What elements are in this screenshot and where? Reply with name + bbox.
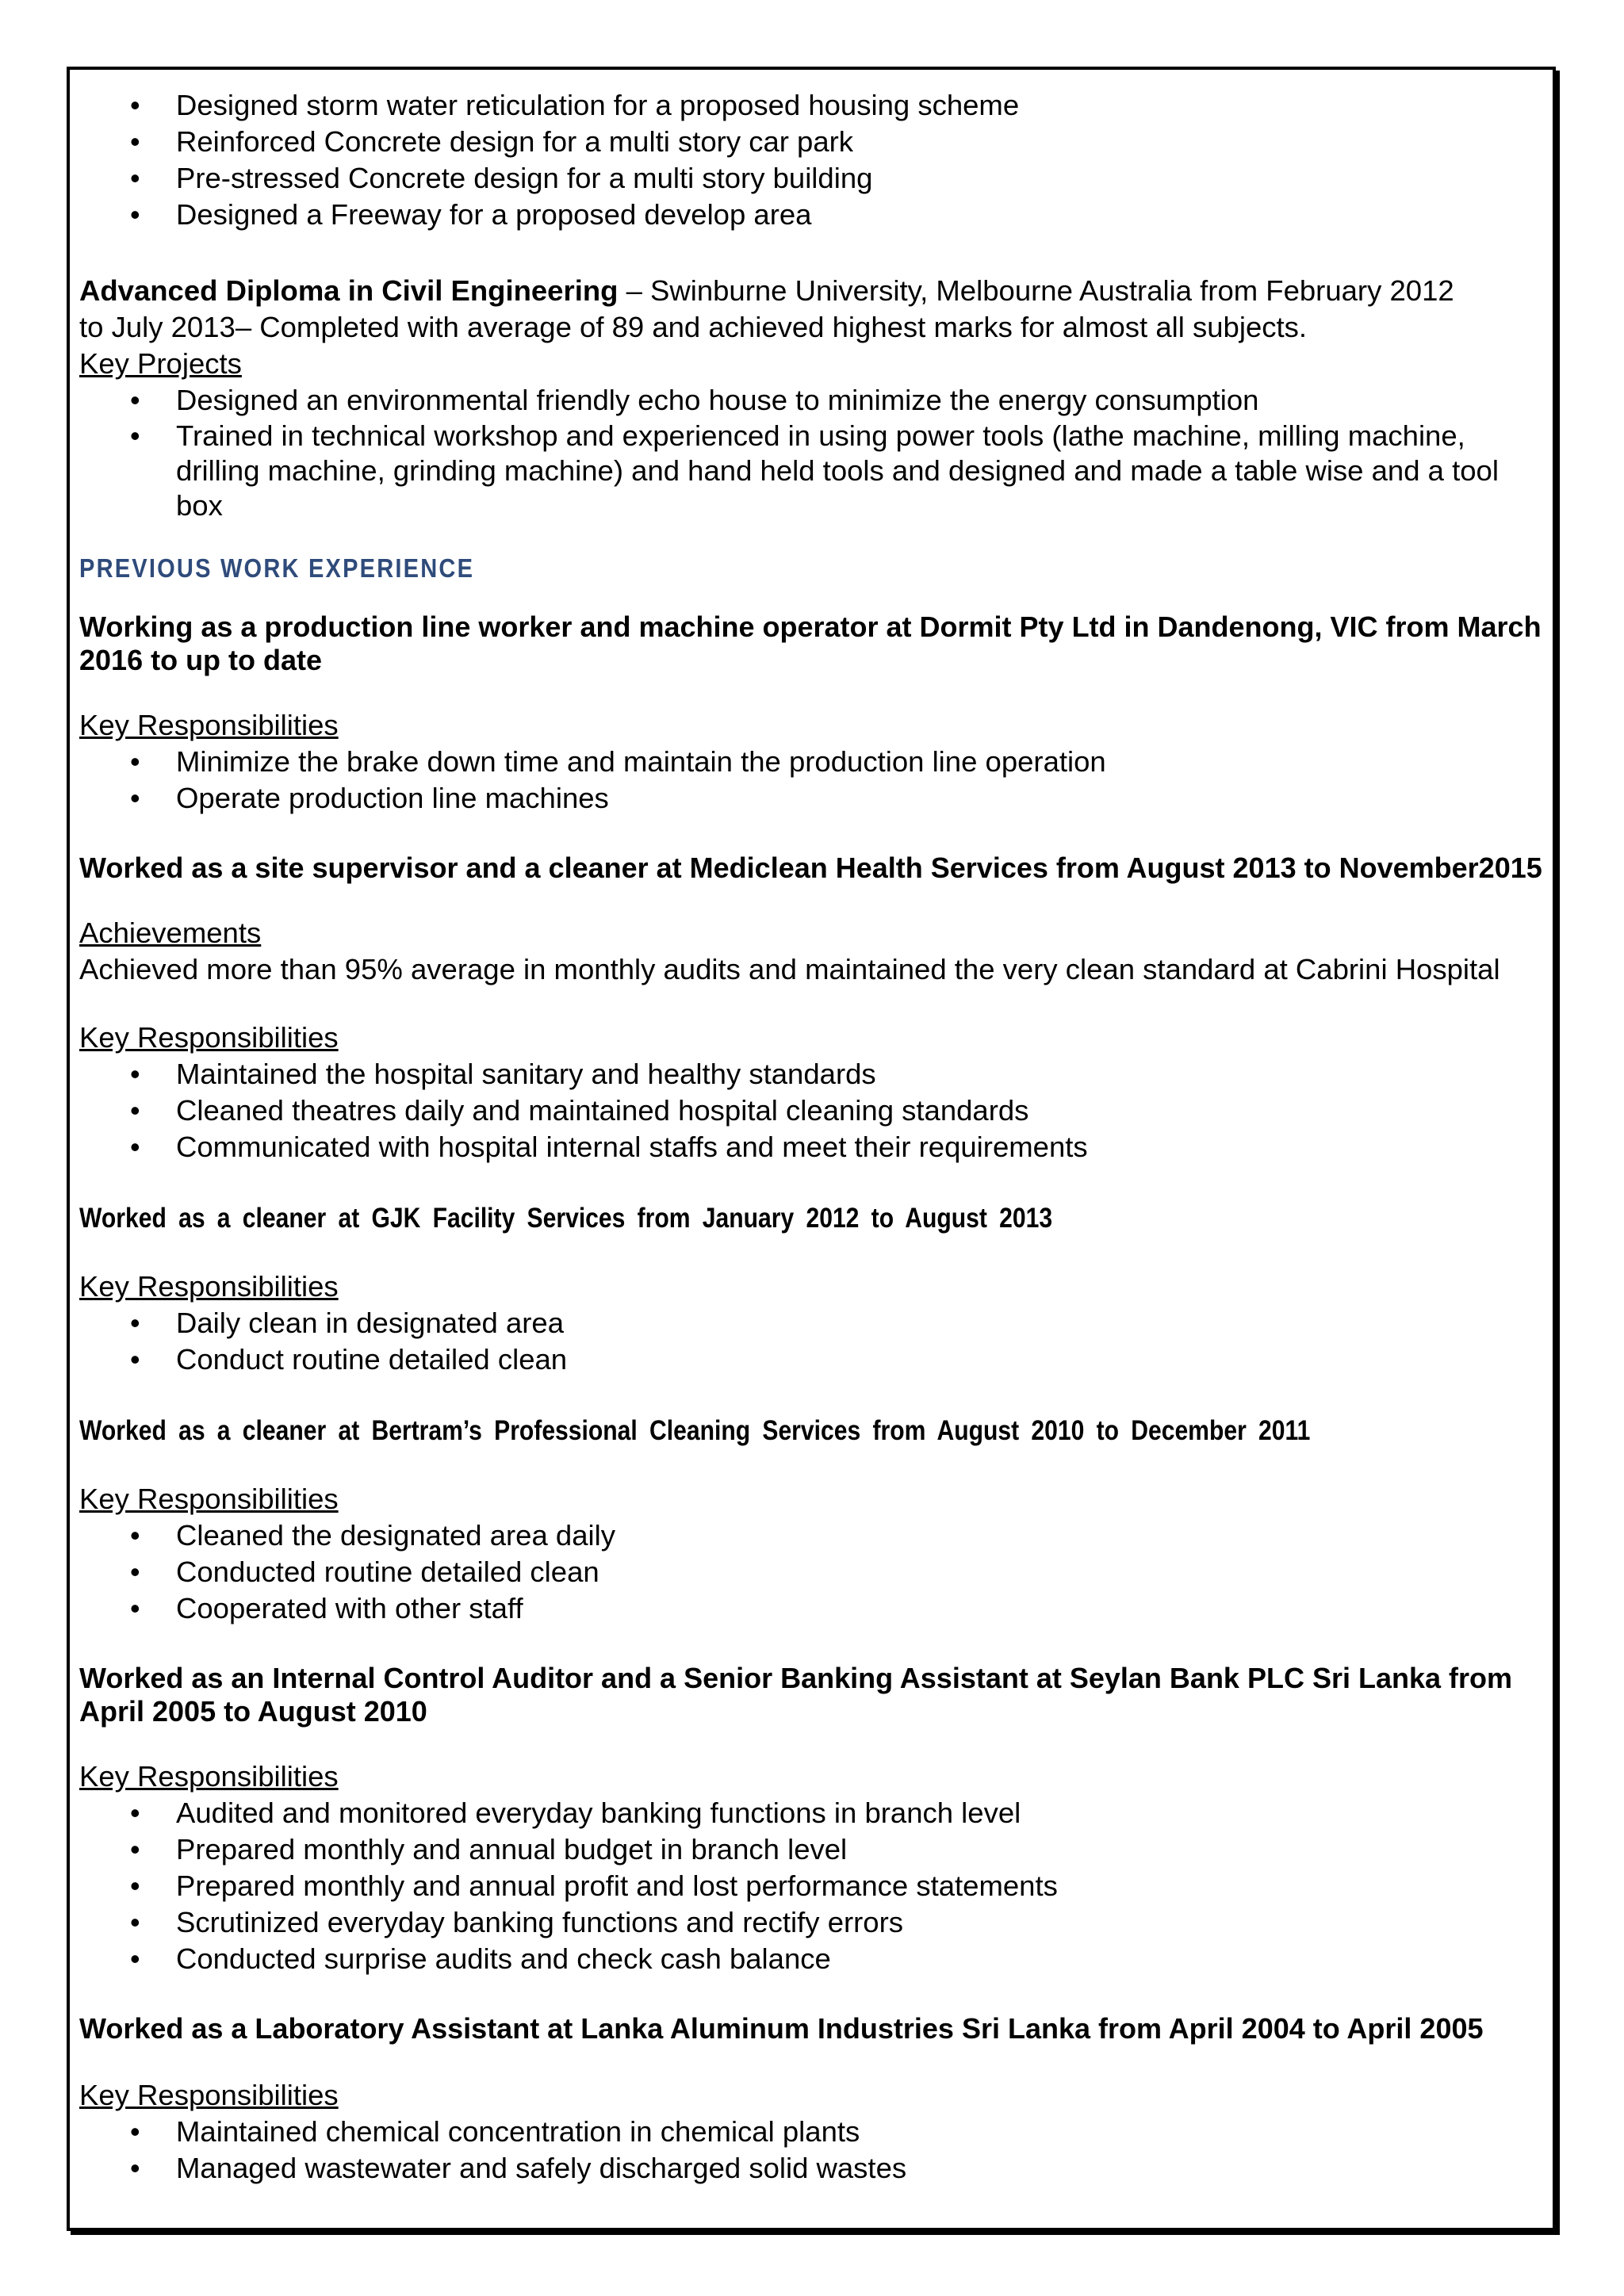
diploma-institution: – Swinburne University, Melbourne Australia from February 2012 <box>618 274 1454 307</box>
diploma-title: Advanced Diploma in Civil Engineering <box>79 274 619 307</box>
key-responsibilities-label: Key Responsibilities <box>79 1483 339 1515</box>
key-responsibilities-label: Key Responsibilities <box>79 1270 339 1303</box>
key-responsibilities-label: Key Responsibilities <box>79 709 339 741</box>
list-item: • Conduct routine detailed clean <box>79 1341 1549 1378</box>
responsibility-list <box>79 2114 1549 2187</box>
project-list <box>79 87 1549 233</box>
job-title: Worked as a site supervisor and a cleaner at Mediclean Health Services from August 2013 to November2015 <box>79 851 1542 884</box>
job-title: Working as a production line worker and machine operator at Dormit Pty Ltd in Dandenong, VIC from March 2016 to up to date <box>79 610 1542 676</box>
list-item: • Prepared monthly and annual profit and lost performance statements <box>79 1868 1549 1904</box>
diploma-project-list <box>79 382 1549 523</box>
key-responsibilities-label: Key Responsibilities <box>79 1760 339 1793</box>
responsibility-list <box>79 1517 1549 1627</box>
list-item: • Minimize the brake down time and maintain the production line operation <box>79 744 1549 780</box>
list-item: • Designed an environmental friendly echo house to minimize the energy consumption <box>79 382 1549 419</box>
achievement-text: Achieved more than 95% average in monthly audits and maintained the very clean standard at Cabrini Hospital <box>79 953 1500 985</box>
list-item: • Designed storm water reticulation for a proposed housing scheme <box>79 87 1549 124</box>
list-item: • Reinforced Concrete design for a multi story car park <box>79 124 1549 160</box>
list-item: • Operate production line machines <box>79 780 1549 817</box>
responsibility-list <box>79 1056 1549 1165</box>
diploma-heading <box>79 273 1549 309</box>
job-title: Worked as a cleaner at Bertram’s Professional Cleaning Services from August 2010 to December 2011 <box>79 1415 1311 1446</box>
responsibility-list <box>79 1305 1549 1378</box>
responsibility-list <box>79 744 1549 817</box>
list-item: • Audited and monitored everyday banking functions in branch level <box>79 1795 1549 1831</box>
list-item: • Maintained chemical concentration in chemical plants <box>79 2114 1549 2150</box>
list-item: • Designed a Freeway for a proposed develop area <box>79 197 1549 233</box>
list-item: • Cleaned theatres daily and maintained hospital cleaning standards <box>79 1093 1549 1129</box>
list-item: • Daily clean in designated area <box>79 1305 1549 1341</box>
key-responsibilities-label: Key Responsibilities <box>79 1021 339 1054</box>
list-item: • Cooperated with other staff <box>79 1590 1549 1627</box>
job-title: Worked as a cleaner at GJK Facility Services from January 2012 to August 2013 <box>79 1203 1053 1234</box>
list-item: • Trained in technical workshop and experienced in using power tools (lathe machine, milling machine, drilling machine, grinding machine) and hand held tools and designed and made a table wise and a tool box <box>79 419 1549 523</box>
job-title: Worked as an Internal Control Auditor and a Senior Banking Assistant at Seylan Bank PLC Sri Lanka from April 2005 to August 2010 <box>79 1662 1513 1728</box>
list-item: • Communicated with hospital internal staffs and meet their requirements <box>79 1129 1549 1165</box>
list-item: • Pre-stressed Concrete design for a multi story building <box>79 160 1549 197</box>
list-item: • Maintained the hospital sanitary and healthy standards <box>79 1056 1549 1093</box>
resume-content <box>79 79 1549 2187</box>
list-item: • Conducted routine detailed clean <box>79 1554 1549 1590</box>
responsibility-list <box>79 1795 1549 1977</box>
job-title: Worked as a Laboratory Assistant at Lanka Aluminum Industries Sri Lanka from April 2004 to April 2005 <box>79 2012 1484 2045</box>
list-item: • Prepared monthly and annual budget in branch level <box>79 1831 1549 1868</box>
list-item: • Cleaned the designated area daily <box>79 1517 1549 1554</box>
page-frame <box>67 67 1556 2231</box>
key-projects-label: Key Projects <box>79 347 242 380</box>
list-item: • Scrutinized everyday banking functions and rectify errors <box>79 1904 1549 1941</box>
key-responsibilities-label: Key Responsibilities <box>79 2079 339 2111</box>
diploma-details: to July 2013– Completed with average of 89 and achieved highest marks for almost all subjects. <box>79 311 1308 343</box>
list-item: • Managed wastewater and safely discharged solid wastes <box>79 2150 1549 2187</box>
list-item: • Conducted surprise audits and check cash balance <box>79 1941 1549 1977</box>
section-title: PREVIOUS WORK EXPERIENCE <box>79 553 475 583</box>
achievements-label: Achievements <box>79 916 262 949</box>
